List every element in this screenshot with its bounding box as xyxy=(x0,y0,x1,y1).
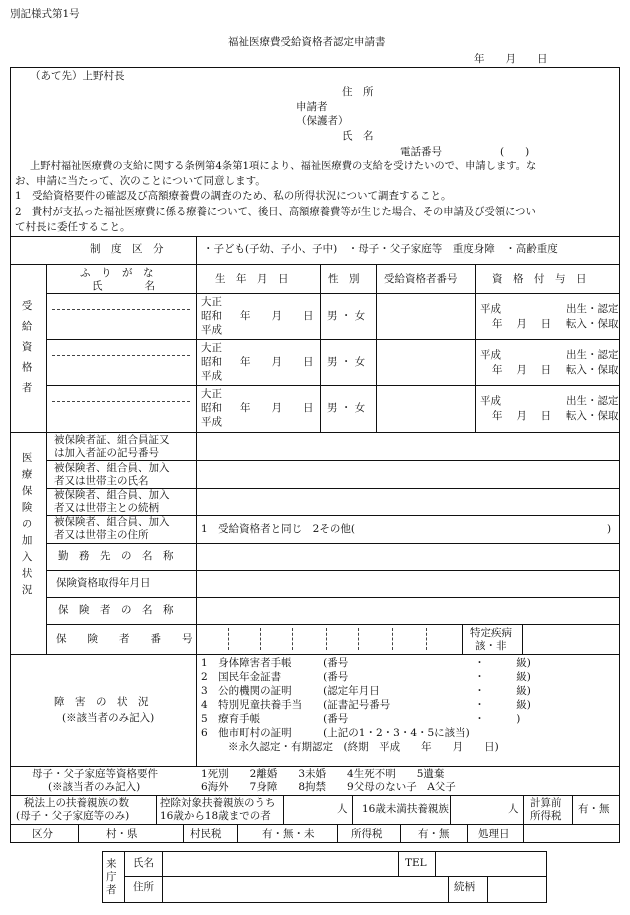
form-number: 別記様式第1号 xyxy=(10,8,80,20)
guardian-label: （保護者） xyxy=(296,115,349,127)
qualify-kind2: 転入・保取 xyxy=(566,410,619,422)
applicant-label: 申請者 xyxy=(296,101,328,113)
single-parent-options-1: 1死別 2離婚 3未婚 4生死不明 5遺棄 xyxy=(201,768,445,780)
gender-choice: 男 ・ 女 xyxy=(327,356,366,368)
visitor-address-label: 住所 xyxy=(133,881,154,893)
gender-choice: 男 ・ 女 xyxy=(327,402,366,414)
addressee: （あて先）上野村長 xyxy=(30,70,125,82)
village-tax-options: 有・無・未 xyxy=(262,828,315,840)
qualify-era: 平成 xyxy=(480,303,501,315)
gender-choice: 男 ・ 女 xyxy=(327,310,366,322)
ins-insurer-name-label: 保 険 者 の 名 称 xyxy=(58,604,174,616)
qualify-date: 年 月 日 xyxy=(492,410,552,422)
specific-disease-label: 特定疾病 xyxy=(470,627,512,639)
tax-dependents-label: 税法上の扶養親族の数 xyxy=(24,797,129,809)
disability-item-4: 4 特別児童扶養手当 (証書記号番号 ・ 級) xyxy=(201,699,531,711)
single-parent-note: (※該当者のみ記入) xyxy=(48,781,141,793)
gender-header: 性 別 xyxy=(328,273,360,285)
ins-r3-label-b: 者又は世帯主との続柄 xyxy=(54,502,159,514)
qualify-date: 年 月 日 xyxy=(492,364,552,376)
era-taisho: 大正 xyxy=(201,342,222,354)
name-header: 氏 名 xyxy=(92,280,155,292)
birth-ymd: 年 月 日 xyxy=(240,356,314,368)
statement-item2: 2 貴村が支払った福祉医療費に係る療養について、後日、高額療養費等が生じた場合、その申請及び受領につい xyxy=(15,206,536,218)
era-taisho: 大正 xyxy=(201,296,222,308)
statement-line1: 上野村福祉医療費の支給に関する条例第4条第1項により、福祉医療費の支給を受けたいので、申請します。な xyxy=(30,160,537,172)
phone-label: 電話番号 xyxy=(400,146,442,158)
pre-calc-yn: 有・無 xyxy=(578,803,610,815)
disability-item-5: 5 療育手帳 (番号 ・ ) xyxy=(201,713,521,725)
ins-r2-label-a: 被保険者、組合員、加入 xyxy=(54,462,170,474)
municipality-choice: 村・県 xyxy=(106,828,138,840)
form-title: 福祉医療費受給資格者認定申請書 xyxy=(228,36,386,48)
ins-r4-label-b: 者又は世帯主の住所 xyxy=(54,529,149,541)
statement-item1: 1 受給資格要件の確認及び高額療養費の調査のため、私の所得状況について調査すること。 xyxy=(15,190,452,202)
furigana-header: ふ り が な xyxy=(80,267,154,279)
ins-insurer-number-label: 保 険 者 番 号 xyxy=(56,633,193,645)
qualify-kind2: 転入・保取 xyxy=(566,364,619,376)
application-date: 年 月 日 xyxy=(474,53,548,65)
disability-item-3: 3 公的機関の証明 (認定年月日 ・ 級) xyxy=(201,685,531,697)
ins-r2-label-b: 者又は世帯主の氏名 xyxy=(54,475,149,487)
category-label: 制 度 区 分 xyxy=(90,243,164,255)
category-options: ・子ども(子幼、子小、子中) ・母子・父子家庭等 重度身障 ・高齢重度 xyxy=(203,243,558,255)
qualify-kind2: 転入・保取 xyxy=(566,318,619,330)
under16-label: 16歳未満扶養親族 xyxy=(362,803,449,815)
insurance-side-label: 医療保険の加入状況 xyxy=(20,452,33,601)
visitor-box xyxy=(102,851,547,903)
qualify-era: 平成 xyxy=(480,349,501,361)
disability-item-6: 6 他市町村の証明 (上記の1・2・3・4・5に該当) xyxy=(201,727,470,739)
disability-item-2: 2 国民年金証書 (番号 ・ 級) xyxy=(201,671,531,683)
qualify-kind1: 出生・認定 xyxy=(566,395,619,407)
qualify-kind1: 出生・認定 xyxy=(566,349,619,361)
specific-disease-choice: 該・非 xyxy=(475,640,507,652)
birth-ymd: 年 月 日 xyxy=(240,310,314,322)
income-tax-label: 所得税 xyxy=(351,828,383,840)
ins-workplace-label: 勤 務 先 の 名 称 xyxy=(58,550,174,562)
address-label: 住 所 xyxy=(342,86,374,98)
qualify-kind1: 出生・認定 xyxy=(566,303,619,315)
qualify-date: 年 月 日 xyxy=(492,318,552,330)
disability-item-1: 1 身体障害者手帳 (番号 ・ 級) xyxy=(201,657,531,669)
dob-header: 生 年 月 日 xyxy=(215,273,289,285)
pre-calc-income-tax: 所得税 xyxy=(530,810,562,822)
deduction-label: 控除対象扶養親族のうち xyxy=(160,797,276,809)
village-tax-label: 村民税 xyxy=(190,828,222,840)
era-heisei: 平成 xyxy=(201,416,222,428)
visitor-relation-label: 続柄 xyxy=(454,881,475,893)
under16-unit: 人 xyxy=(508,803,519,815)
ins-r4-label-a: 被保険者、組合員、加入 xyxy=(54,516,170,528)
era-showa: 昭和 xyxy=(201,402,222,414)
single-parent-options-2: 6海外 7身障 8拘禁 9父母のない子 A父子 xyxy=(201,781,456,793)
era-heisei: 平成 xyxy=(201,370,222,382)
era-showa: 昭和 xyxy=(201,310,222,322)
ins-r3-label-a: 被保険者、組合員、加入 xyxy=(54,489,170,501)
deduction-unit: 人 xyxy=(337,803,348,815)
visitor-label: 来庁者 xyxy=(106,858,117,896)
phone-paren: ( ) xyxy=(500,146,530,158)
deduction-age-label: 16歳から18歳までの者 xyxy=(160,810,271,822)
qualify-date-header: 資 格 付 与 日 xyxy=(492,273,587,285)
ins-r4-value: 1 受給資格者と同じ 2その他( ) xyxy=(201,523,612,535)
statement-line2: お、申請に当たって、次のことについて同意します。 xyxy=(15,175,266,187)
pre-calc-label: 計算前 xyxy=(530,797,562,809)
name-label: 氏 名 xyxy=(342,130,374,142)
kubun-label: 区分 xyxy=(32,828,53,840)
recipients-side-label: 受給資格者 xyxy=(20,300,33,403)
income-tax-options: 有・無 xyxy=(418,828,450,840)
era-heisei: 平成 xyxy=(201,324,222,336)
recipient-number-header: 受給資格者番号 xyxy=(384,273,458,285)
tax-dependents-note: (母子・父子家庭等のみ) xyxy=(16,810,130,822)
ins-r1-label-b: は加入者証の記号番号 xyxy=(54,447,159,459)
disability-label: 障 害 の 状 況 xyxy=(54,696,149,708)
visitor-tel-label: TEL xyxy=(405,857,427,869)
birth-ymd: 年 月 日 xyxy=(240,402,314,414)
ins-r1-label-a: 被保険者証、組合員証又 xyxy=(54,434,170,446)
visitor-name-label: 氏名 xyxy=(133,857,154,869)
single-parent-label: 母子・父子家庭等資格要件 xyxy=(32,768,158,780)
era-showa: 昭和 xyxy=(201,356,222,368)
disability-permanent: ※永久認定・有期認定 (終期 平成 年 月 日) xyxy=(228,741,499,753)
qualify-era: 平成 xyxy=(480,395,501,407)
ins-acquire-date-label: 保険資格取得年月日 xyxy=(56,577,151,589)
statement-item2-cont: て村長に委任すること。 xyxy=(15,221,131,233)
processing-date-label: 処理日 xyxy=(478,828,510,840)
era-taisho: 大正 xyxy=(201,388,222,400)
disability-note: (※該当者のみ記入) xyxy=(62,712,155,724)
